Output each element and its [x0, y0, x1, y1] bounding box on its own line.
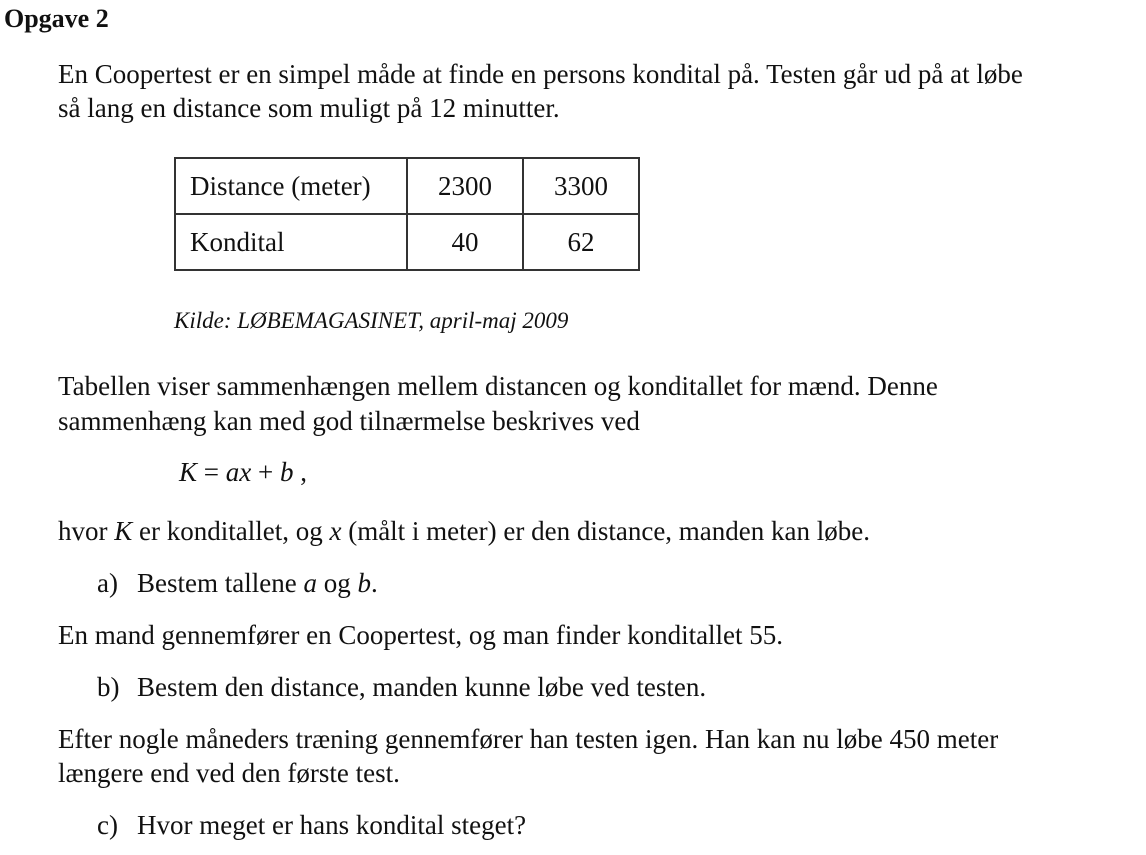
data-table	[174, 157, 640, 271]
table-cell: 3300	[523, 158, 639, 214]
table-source: Kilde: LØBEMAGASINET, april-maj 2009	[174, 308, 569, 333]
formula-plus: +	[251, 457, 280, 487]
paragraph-3: En mand gennemfører en Coopertest, og man finder konditallet 55.	[58, 620, 784, 650]
definition-text: (målt i meter) er den distance, manden kan løbe.	[341, 516, 870, 546]
question-a-text: og	[316, 568, 358, 598]
table-cell: 62	[523, 214, 639, 270]
question-b-text: Bestem den distance, manden kunne løbe ved testen.	[137, 672, 707, 702]
definition-text: er konditallet, og	[132, 516, 330, 546]
table-cell: 2300	[407, 158, 523, 214]
table-row	[175, 214, 639, 270]
question-a-variable-b: b	[357, 568, 371, 598]
question-c	[97, 808, 526, 842]
question-c-label: c)	[97, 810, 118, 840]
table-cell: 40	[407, 214, 523, 270]
table-row	[175, 158, 639, 214]
formula	[179, 455, 307, 489]
formula-equals: =	[197, 457, 226, 487]
definition-text: hvor	[58, 516, 115, 546]
question-a-variable-a: a	[303, 568, 317, 598]
exercise-heading: Opgave 2	[4, 4, 109, 33]
formula-variable-b: b	[279, 457, 294, 487]
formula-comma: ,	[293, 457, 307, 487]
table-row-label: Kondital	[175, 214, 407, 270]
formula-variable-x: x	[239, 457, 252, 487]
table-row-label: Distance (meter)	[175, 158, 407, 214]
question-b-label: b)	[97, 672, 120, 702]
question-a-text: Bestem tallene	[137, 568, 304, 598]
paragraph-4-line-1: Efter nogle måneders træning gennemfører han testen igen. Han kan nu løbe 450 meter	[58, 724, 999, 754]
intro-line-2: så lang en distance som muligt på 12 minutter.	[58, 93, 560, 123]
formula-variable-a: a	[225, 457, 240, 487]
paragraph-2-line-2: sammenhæng kan med god tilnærmelse beskrives ved	[58, 406, 640, 436]
question-a-text: .	[370, 568, 378, 598]
paragraph-2-line-1: Tabellen viser sammenhængen mellem distancen og konditallet for mænd. Denne	[58, 371, 938, 401]
definition-variable-k: K	[114, 516, 133, 546]
question-b	[97, 670, 706, 704]
formula-variable-k: K	[179, 457, 198, 487]
question-c-text: Hvor meget er hans kondital steget?	[137, 810, 527, 840]
question-a-label: a)	[97, 568, 118, 598]
paragraph-4-line-2: længere end ved den første test.	[58, 758, 400, 788]
definition-variable-x: x	[329, 516, 342, 546]
intro-line-1: En Coopertest er en simpel måde at finde en persons kondital på. Testen går ud på at løbe	[58, 59, 1023, 89]
question-a	[97, 566, 378, 600]
definition-line	[58, 514, 870, 548]
